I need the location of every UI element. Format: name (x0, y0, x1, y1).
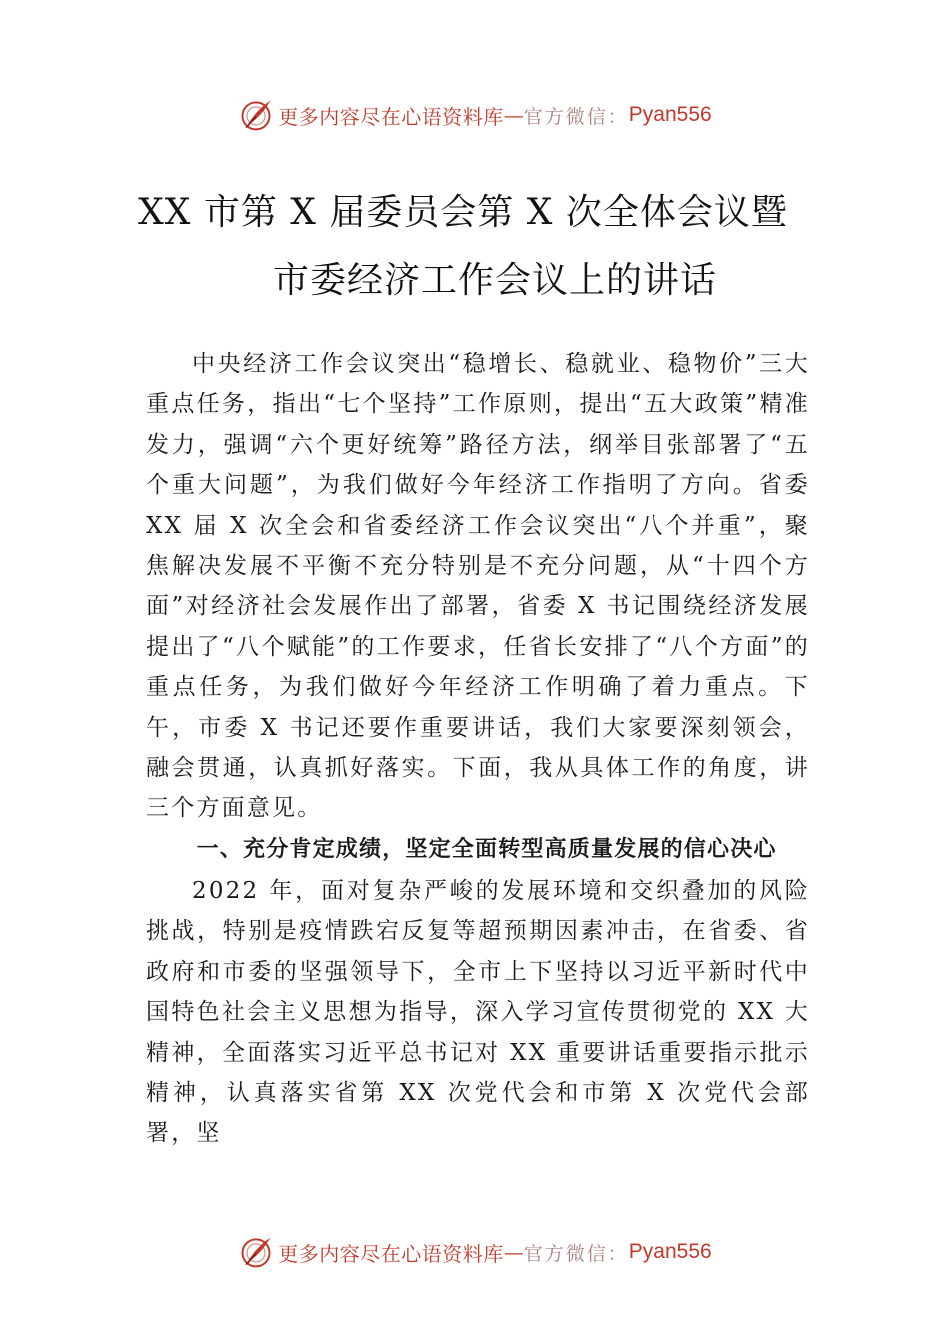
banner-dash: — (503, 1240, 524, 1264)
section-heading-1: 一、充分肯定成绩，坚定全面转型高质量发展的信心决心 (196, 836, 777, 862)
banner-wechat-label: 官方微信： (523, 105, 629, 128)
header-watermark-banner (0, 95, 950, 135)
document-title-line-2: 市委经济工作会议上的讲话 (272, 260, 717, 301)
banner-dash: — (503, 103, 524, 127)
banner-text: 更多内容尽在心语资料库 (278, 104, 504, 129)
footer-watermark-banner (0, 1232, 950, 1272)
feather-quill-logo-icon (238, 97, 274, 133)
banner-wechat-id: Pyan556 (628, 103, 712, 126)
banner-text: 更多内容尽在心语资料库 (278, 1241, 504, 1266)
body-paragraph-2: 2022 年，面对复杂严峻的发展环境和交织叠加的风险挑战，特别是疫情跌宕反复等超预期因素冲击，在省委、省政府和市委的坚强领导下，全市上下坚持以习近平新时代中国特色社会主义思想为指导，深入学习宣传贯彻党的 XX 大精神，全面落实习近平总书记对 XX 重要讲话重要指示批示精神，认真落实省第 XX 次党代会和市第 X 次党代会部署，坚 (146, 877, 810, 1147)
banner-wechat-label: 官方微信： (523, 1242, 629, 1265)
feather-quill-logo-icon (238, 1234, 274, 1270)
document-title-line-1: XX 市第 X 届委员会第 X 次全体会议暨 (138, 192, 788, 233)
banner-wechat-id: Pyan556 (628, 1240, 712, 1263)
document-body (146, 344, 810, 1154)
body-paragraph-1: 中央经济工作会议突出“稳增长、稳就业、稳物价”三大重点任务，指出“七个坚持”工作原则，提出“五大政策”精准发力，强调“六个更好统筹”路径方法，纲举目张部署了“五个重大问题”，为我们做好今年经济工作指明了方向。省委 XX 届 X 次全会和省委经济工作会议突出“八个并重”，聚焦解决发展不平衡不充分特别是不充分问题，从“十四个方面”对经济社会发展作出了部署，省委 X 书记围绕经济发展提出了“八个赋能”的工作要求，任省长安排了“八个方面”的重点任务，为我们做好今年经济工作明确了着力重点。下午，市委 X 书记还要作重要讲话，我们大家要深刻领会， 融会贯通，认真抓好落实。下面，我从具体工作的角度，讲三个方面意见。 (146, 351, 810, 822)
